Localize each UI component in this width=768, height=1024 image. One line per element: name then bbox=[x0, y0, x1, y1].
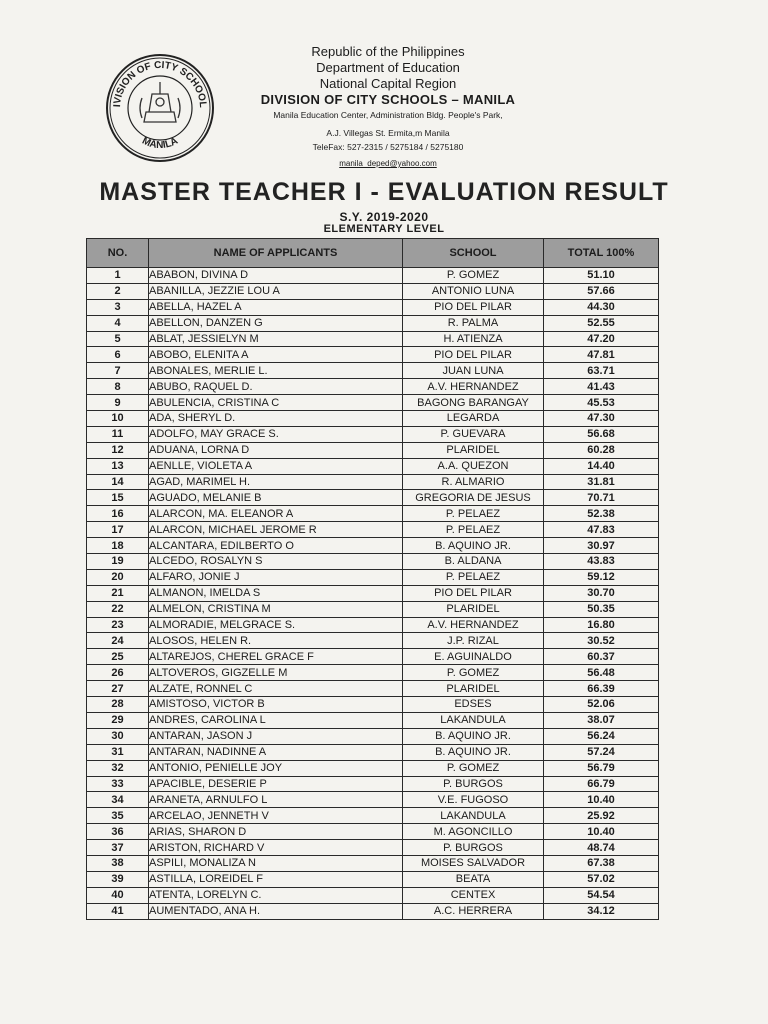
total-score: 70.71 bbox=[544, 490, 659, 506]
applicant-name: ABLAT, JESSIELYN M bbox=[149, 331, 403, 347]
applicant-name: AGAD, MARIMEL H. bbox=[149, 474, 403, 490]
table-row bbox=[87, 474, 659, 490]
row-number: 32 bbox=[87, 760, 149, 776]
table-row bbox=[87, 633, 659, 649]
school-year: S.Y. 2019-2020 bbox=[339, 210, 429, 224]
letterhead bbox=[228, 44, 548, 172]
table-row bbox=[87, 697, 659, 713]
table-row bbox=[87, 538, 659, 554]
row-number: 30 bbox=[87, 728, 149, 744]
applicant-name: ALARCON, MA. ELEANOR A bbox=[149, 506, 403, 522]
table-row bbox=[87, 601, 659, 617]
total-score: 50.35 bbox=[544, 601, 659, 617]
school-name: A.V. HERNANDEZ bbox=[403, 379, 544, 395]
row-number: 17 bbox=[87, 522, 149, 538]
applicant-name: ADA, SHERYL D. bbox=[149, 411, 403, 427]
seal-top-text: IVISION OF CITY SCHOOL bbox=[111, 59, 209, 109]
header-department: Department of Education bbox=[316, 60, 460, 75]
school-name: BAGONG BARANGAY bbox=[403, 395, 544, 411]
applicant-name: APACIBLE, DESERIE P bbox=[149, 776, 403, 792]
school-name: PLARIDEL bbox=[403, 601, 544, 617]
total-score: 63.71 bbox=[544, 363, 659, 379]
row-number: 2 bbox=[87, 283, 149, 299]
header-address-1: Manila Education Center, Administration Bldg. People's Park, bbox=[273, 110, 503, 120]
total-score: 54.54 bbox=[544, 887, 659, 903]
total-score: 47.81 bbox=[544, 347, 659, 363]
row-number: 29 bbox=[87, 712, 149, 728]
applicant-name: ANDRES, CAROLINA L bbox=[149, 712, 403, 728]
table-row bbox=[87, 665, 659, 681]
school-name: LEGARDA bbox=[403, 411, 544, 427]
applicant-name: ABELLA, HAZEL A bbox=[149, 299, 403, 315]
level-label: ELEMENTARY LEVEL bbox=[323, 223, 445, 235]
table-row bbox=[87, 728, 659, 744]
applicant-name: AGUADO, MELANIE B bbox=[149, 490, 403, 506]
school-name: PIO DEL PILAR bbox=[403, 299, 544, 315]
total-score: 66.79 bbox=[544, 776, 659, 792]
school-name: GREGORIA DE JESUS bbox=[403, 490, 544, 506]
school-name: B. AQUINO JR. bbox=[403, 538, 544, 554]
row-number: 28 bbox=[87, 697, 149, 713]
total-score: 47.30 bbox=[544, 411, 659, 427]
table-row bbox=[87, 554, 659, 570]
header-republic: Republic of the Philippines bbox=[311, 44, 465, 59]
applicant-name: ABELLON, DANZEN G bbox=[149, 315, 403, 331]
table-row bbox=[87, 283, 659, 299]
row-number: 14 bbox=[87, 474, 149, 490]
row-number: 26 bbox=[87, 665, 149, 681]
table-row bbox=[87, 442, 659, 458]
school-name: P. GOMEZ bbox=[403, 760, 544, 776]
total-score: 52.06 bbox=[544, 697, 659, 713]
applicant-name: ALMORADIE, MELGRACE S. bbox=[149, 617, 403, 633]
school-name: A.A. QUEZON bbox=[403, 458, 544, 474]
svg-text:MANILA bbox=[140, 136, 180, 151]
total-score: 57.02 bbox=[544, 871, 659, 887]
header-division: DIVISION OF CITY SCHOOLS – MANILA bbox=[260, 92, 516, 107]
row-number: 8 bbox=[87, 379, 149, 395]
applicant-name: ASTILLA, LOREIDEL F bbox=[149, 871, 403, 887]
total-score: 38.07 bbox=[544, 712, 659, 728]
school-name: J.P. RIZAL bbox=[403, 633, 544, 649]
row-number: 20 bbox=[87, 569, 149, 585]
table-row bbox=[87, 617, 659, 633]
table-row bbox=[87, 506, 659, 522]
total-score: 57.24 bbox=[544, 744, 659, 760]
applicant-name: ALOSOS, HELEN R. bbox=[149, 633, 403, 649]
school-name: CENTEX bbox=[403, 887, 544, 903]
table-row bbox=[87, 792, 659, 808]
applicant-name: ALZATE, RONNEL C bbox=[149, 681, 403, 697]
total-score: 59.12 bbox=[544, 569, 659, 585]
applicant-name: ABABON, DIVINA D bbox=[149, 268, 403, 284]
division-seal bbox=[104, 52, 216, 164]
row-number: 40 bbox=[87, 887, 149, 903]
applicant-name: ABOBO, ELENITA A bbox=[149, 347, 403, 363]
row-number: 5 bbox=[87, 331, 149, 347]
total-score: 31.81 bbox=[544, 474, 659, 490]
table-row bbox=[87, 760, 659, 776]
col-header-name: NAME OF APPLICANTS bbox=[149, 239, 403, 268]
applicant-name: ARIAS, SHARON D bbox=[149, 824, 403, 840]
total-score: 56.68 bbox=[544, 426, 659, 442]
table-row bbox=[87, 855, 659, 871]
row-number: 22 bbox=[87, 601, 149, 617]
page-title: MASTER TEACHER I - EVALUATION RESULT bbox=[99, 178, 669, 206]
applicant-name: AUMENTADO, ANA H. bbox=[149, 903, 403, 919]
school-name: P. PELAEZ bbox=[403, 522, 544, 538]
table-row bbox=[87, 379, 659, 395]
table-row bbox=[87, 522, 659, 538]
applicant-name: ANTARAN, JASON J bbox=[149, 728, 403, 744]
applicant-name: ANTONIO, PENIELLE JOY bbox=[149, 760, 403, 776]
total-score: 30.70 bbox=[544, 585, 659, 601]
total-score: 30.97 bbox=[544, 538, 659, 554]
applicant-name: ALMANON, IMELDA S bbox=[149, 585, 403, 601]
school-name: LAKANDULA bbox=[403, 712, 544, 728]
table-row bbox=[87, 331, 659, 347]
school-name: P. GOMEZ bbox=[403, 268, 544, 284]
row-number: 13 bbox=[87, 458, 149, 474]
applicant-name: AENLLE, VIOLETA A bbox=[149, 458, 403, 474]
school-name: P. BURGOS bbox=[403, 776, 544, 792]
table-row bbox=[87, 490, 659, 506]
applicant-name: ALCEDO, ROSALYN S bbox=[149, 554, 403, 570]
applicant-name: ABULENCIA, CRISTINA C bbox=[149, 395, 403, 411]
school-name: P. BURGOS bbox=[403, 840, 544, 856]
total-score: 43.83 bbox=[544, 554, 659, 570]
row-number: 1 bbox=[87, 268, 149, 284]
applicant-name: ALCANTARA, EDILBERTO O bbox=[149, 538, 403, 554]
row-number: 7 bbox=[87, 363, 149, 379]
total-score: 14.40 bbox=[544, 458, 659, 474]
row-number: 11 bbox=[87, 426, 149, 442]
applicant-name: AMISTOSO, VICTOR B bbox=[149, 697, 403, 713]
table-row bbox=[87, 315, 659, 331]
row-number: 16 bbox=[87, 506, 149, 522]
total-score: 16.80 bbox=[544, 617, 659, 633]
header-address-2: A.J. Villegas St. Ermita,m Manila bbox=[326, 128, 450, 138]
applicant-name: ALFARO, JONIE J bbox=[149, 569, 403, 585]
school-name: LAKANDULA bbox=[403, 808, 544, 824]
applicant-name: ADUANA, LORNA D bbox=[149, 442, 403, 458]
col-header-school: SCHOOL bbox=[403, 239, 544, 268]
applicant-name: ABUBO, RAQUEL D. bbox=[149, 379, 403, 395]
school-name: M. AGONCILLO bbox=[403, 824, 544, 840]
row-number: 19 bbox=[87, 554, 149, 570]
row-number: 15 bbox=[87, 490, 149, 506]
total-score: 56.79 bbox=[544, 760, 659, 776]
applicant-name: ASPILI, MONALIZA N bbox=[149, 855, 403, 871]
row-number: 23 bbox=[87, 617, 149, 633]
table-row bbox=[87, 824, 659, 840]
row-number: 9 bbox=[87, 395, 149, 411]
col-header-no: NO. bbox=[87, 239, 149, 268]
row-number: 25 bbox=[87, 649, 149, 665]
applicant-name: ALARCON, MICHAEL JEROME R bbox=[149, 522, 403, 538]
school-name: V.E. FUGOSO bbox=[403, 792, 544, 808]
table-row bbox=[87, 426, 659, 442]
applicant-name: ALTOVEROS, GIGZELLE M bbox=[149, 665, 403, 681]
table-row bbox=[87, 458, 659, 474]
total-score: 47.83 bbox=[544, 522, 659, 538]
total-score: 30.52 bbox=[544, 633, 659, 649]
table-row bbox=[87, 887, 659, 903]
table-row bbox=[87, 712, 659, 728]
school-name: P. GOMEZ bbox=[403, 665, 544, 681]
applicant-name: ANTARAN, NADINNE A bbox=[149, 744, 403, 760]
school-name: R. ALMARIO bbox=[403, 474, 544, 490]
total-score: 10.40 bbox=[544, 824, 659, 840]
total-score: 52.38 bbox=[544, 506, 659, 522]
school-name: P. PELAEZ bbox=[403, 506, 544, 522]
school-name: E. AGUINALDO bbox=[403, 649, 544, 665]
applicant-name: ARANETA, ARNULFO L bbox=[149, 792, 403, 808]
total-score: 67.38 bbox=[544, 855, 659, 871]
total-score: 66.39 bbox=[544, 681, 659, 697]
applicant-name: ALMELON, CRISTINA M bbox=[149, 601, 403, 617]
total-score: 41.43 bbox=[544, 379, 659, 395]
applicant-name: ARCELAO, JENNETH V bbox=[149, 808, 403, 824]
table-row bbox=[87, 268, 659, 284]
row-number: 39 bbox=[87, 871, 149, 887]
row-number: 27 bbox=[87, 681, 149, 697]
total-score: 45.53 bbox=[544, 395, 659, 411]
school-name: A.V. HERNANDEZ bbox=[403, 617, 544, 633]
row-number: 37 bbox=[87, 840, 149, 856]
school-name: EDSES bbox=[403, 697, 544, 713]
row-number: 21 bbox=[87, 585, 149, 601]
row-number: 31 bbox=[87, 744, 149, 760]
table-row bbox=[87, 299, 659, 315]
row-number: 24 bbox=[87, 633, 149, 649]
total-score: 60.37 bbox=[544, 649, 659, 665]
col-header-total: TOTAL 100% bbox=[544, 239, 659, 268]
school-name: B. ALDANA bbox=[403, 554, 544, 570]
table-row bbox=[87, 585, 659, 601]
row-number: 12 bbox=[87, 442, 149, 458]
table-row bbox=[87, 776, 659, 792]
total-score: 44.30 bbox=[544, 299, 659, 315]
total-score: 56.24 bbox=[544, 728, 659, 744]
table-row bbox=[87, 649, 659, 665]
header-email[interactable]: manila_deped@yahoo.com bbox=[339, 159, 437, 168]
total-score: 48.74 bbox=[544, 840, 659, 856]
total-score: 52.55 bbox=[544, 315, 659, 331]
total-score: 56.48 bbox=[544, 665, 659, 681]
applicant-name: ABANILLA, JEZZIE LOU A bbox=[149, 283, 403, 299]
table-row bbox=[87, 808, 659, 824]
table-row bbox=[87, 363, 659, 379]
table-row bbox=[87, 681, 659, 697]
school-name: MOISES SALVADOR bbox=[403, 855, 544, 871]
school-name: P. GUEVARA bbox=[403, 426, 544, 442]
school-name: JUAN LUNA bbox=[403, 363, 544, 379]
row-number: 33 bbox=[87, 776, 149, 792]
row-number: 35 bbox=[87, 808, 149, 824]
applicant-name: ADOLFO, MAY GRACE S. bbox=[149, 426, 403, 442]
school-name: PLARIDEL bbox=[403, 442, 544, 458]
table-row bbox=[87, 903, 659, 919]
row-number: 6 bbox=[87, 347, 149, 363]
table-header-row bbox=[87, 239, 659, 268]
total-score: 51.10 bbox=[544, 268, 659, 284]
total-score: 60.28 bbox=[544, 442, 659, 458]
total-score: 25.92 bbox=[544, 808, 659, 824]
row-number: 10 bbox=[87, 411, 149, 427]
school-name: PIO DEL PILAR bbox=[403, 347, 544, 363]
row-number: 18 bbox=[87, 538, 149, 554]
row-number: 34 bbox=[87, 792, 149, 808]
seal-bottom-text: MANILA bbox=[140, 135, 180, 152]
total-score: 57.66 bbox=[544, 283, 659, 299]
school-name: P. PELAEZ bbox=[403, 569, 544, 585]
row-number: 41 bbox=[87, 903, 149, 919]
applicant-name: ARISTON, RICHARD V bbox=[149, 840, 403, 856]
table-row bbox=[87, 871, 659, 887]
applicant-name: ABONALES, MERLIE L. bbox=[149, 363, 403, 379]
school-name: B. AQUINO JR. bbox=[403, 728, 544, 744]
school-name: PIO DEL PILAR bbox=[403, 585, 544, 601]
school-name: A.C. HERRERA bbox=[403, 903, 544, 919]
total-score: 47.20 bbox=[544, 331, 659, 347]
table-row bbox=[87, 411, 659, 427]
total-score: 10.40 bbox=[544, 792, 659, 808]
table-row bbox=[87, 569, 659, 585]
row-number: 4 bbox=[87, 315, 149, 331]
row-number: 36 bbox=[87, 824, 149, 840]
header-telefax: TeleFax: 527-2315 / 5275184 / 5275180 bbox=[312, 142, 464, 152]
school-name: H. ATIENZA bbox=[403, 331, 544, 347]
applicant-name: ALTAREJOS, CHEREL GRACE F bbox=[149, 649, 403, 665]
school-name: B. AQUINO JR. bbox=[403, 744, 544, 760]
row-number: 38 bbox=[87, 855, 149, 871]
school-name: R. PALMA bbox=[403, 315, 544, 331]
table-row bbox=[87, 840, 659, 856]
table-row bbox=[87, 347, 659, 363]
school-name: PLARIDEL bbox=[403, 681, 544, 697]
school-name: ANTONIO LUNA bbox=[403, 283, 544, 299]
header-region: National Capital Region bbox=[319, 76, 457, 91]
results-table bbox=[86, 238, 659, 920]
table-row bbox=[87, 395, 659, 411]
total-score: 34.12 bbox=[544, 903, 659, 919]
applicant-name: ATENTA, LORELYN C. bbox=[149, 887, 403, 903]
row-number: 3 bbox=[87, 299, 149, 315]
table-row bbox=[87, 744, 659, 760]
school-name: BEATA bbox=[403, 871, 544, 887]
